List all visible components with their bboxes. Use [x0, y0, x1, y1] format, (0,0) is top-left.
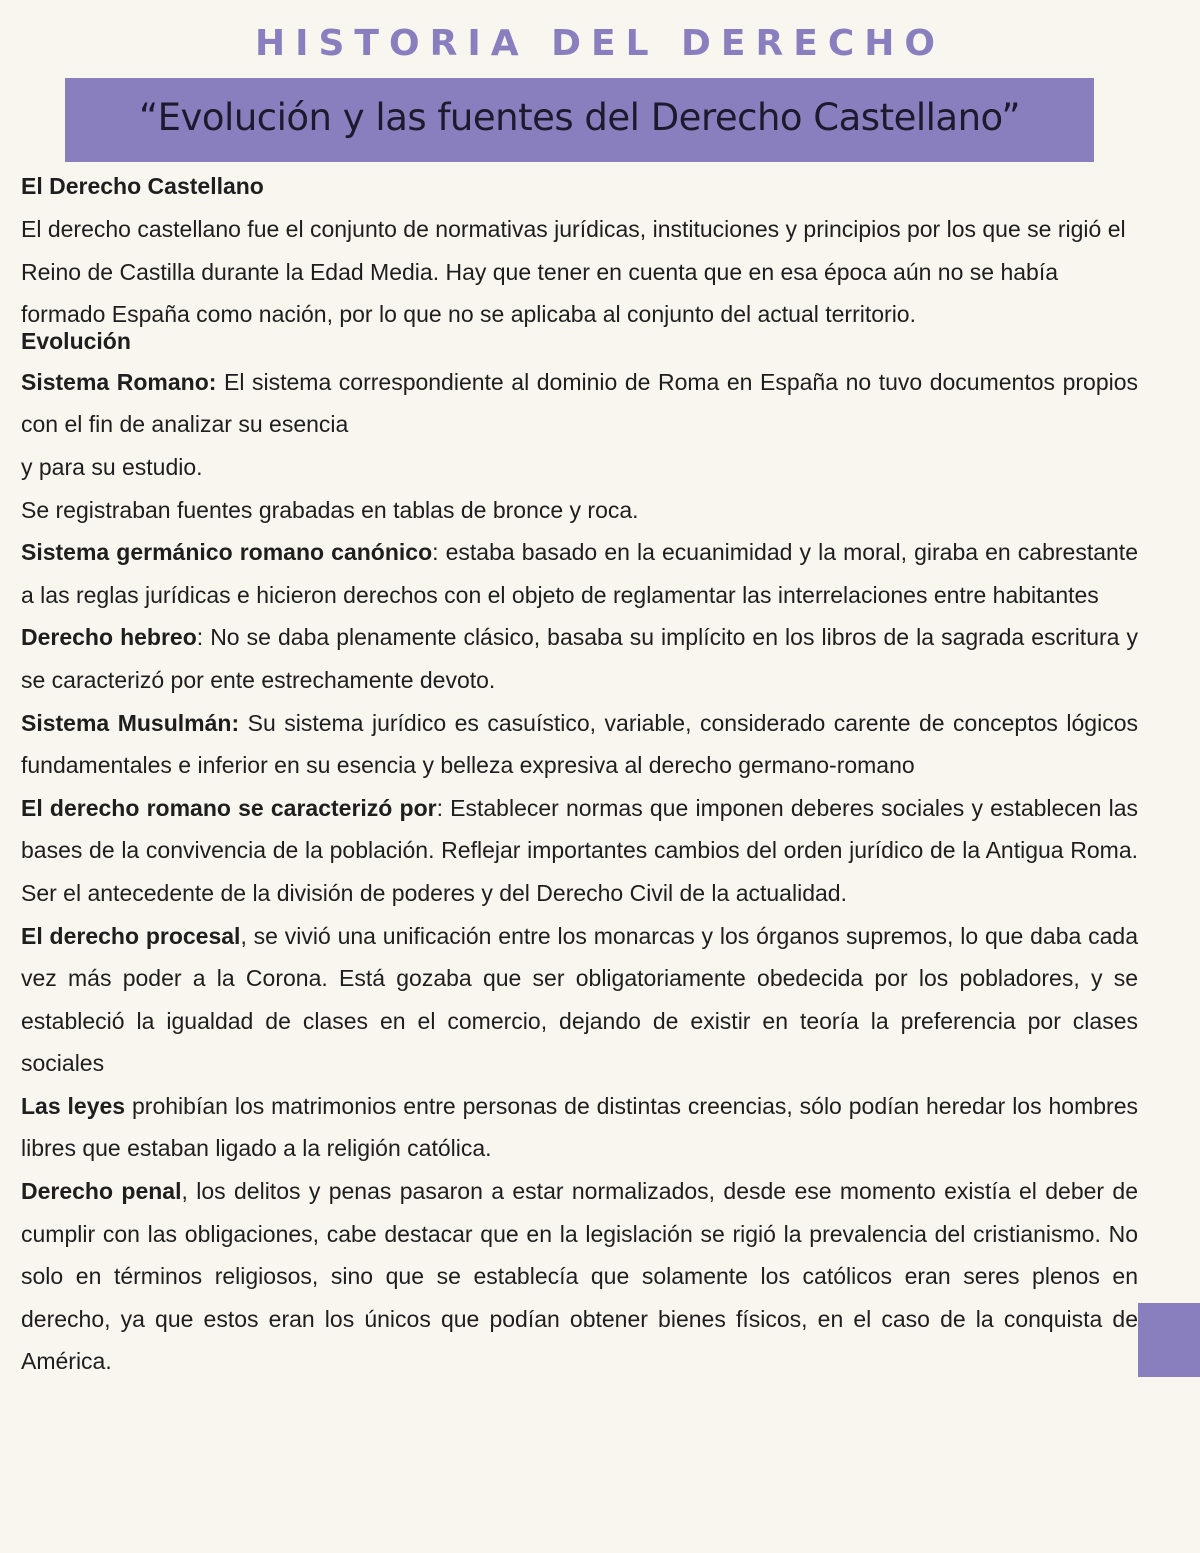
paragraph-sistema-romano: [21, 361, 1138, 446]
document-body: [21, 166, 1138, 1383]
text-derecho-penal: , los delitos y penas pasaron a estar normalizados, desde ese momento existía el deber de cumplir con las obligaciones, cabe destacar que en la legislación se rigió la prevalencia del cristianismo. No solo en términos religiosos, sino que se establecía que solamente los católicos eran seres plenos en derecho, ya que estos eran los únicos que podían obtener bienes físicos, en el caso de la conquista de América.: [21, 1178, 1139, 1375]
label-las-leyes: Las leyes: [21, 1092, 126, 1119]
paragraph-sistema-romano-line2: y para su estudio.: [21, 453, 203, 480]
text-sistema-musulman: Su sistema jurídico es casuístico, variable, considerado carente de conceptos lógicos fundamentales e inferior en su esencia y belleza expresiva al derecho germano-romano: [21, 709, 1138, 779]
text-derecho-romano-caracteristicas: : Establecer normas que imponen deberes sociales y establecen las bases de la convivencia de la población. Reflejar importantes cambios del orden jurídico de la Antigua Roma. Ser el antecedente de la división de poderes y del Derecho Civil de la actualidad.: [21, 794, 1138, 906]
text-derecho-procesal: , se vivió una unificación entre los monarcas y los órganos supremos, lo que daba cada vez más poder a la Corona. Está gozaba que ser obligatoriamente obedecida por los pobladores, y se estableció la igualdad de clases en el comercio, dejando de existir en teoría la preferencia por clases sociales: [21, 922, 1138, 1077]
side-accent-tab: [1138, 1303, 1200, 1377]
paragraph-derecho-procesal: [21, 915, 1138, 1085]
paragraph-sistema-romano-line3: Se registraban fuentes grabadas en tablas de bronce y roca.: [21, 496, 639, 523]
heading-derecho-castellano: El Derecho Castellano: [21, 173, 264, 199]
label-derecho-hebreo: Derecho hebreo: [21, 624, 197, 651]
label-derecho-romano-caracteristicas: El derecho romano se caracterizó por: [21, 794, 437, 821]
text-sistema-romano: El sistema correspondiente al dominio de Roma en España no tuvo documentos propios con el fin de analizar su esencia: [21, 368, 1139, 438]
text-derecho-hebreo: : No se daba plenamente clásico, basaba su implícito en los libros de la sagrada escritura y se caracterizó por ente estrechamente devoto.: [21, 624, 1138, 693]
label-sistema-germanico: Sistema germánico romano canónico: [21, 539, 433, 566]
heading-evolucion: Evolución: [21, 327, 131, 354]
text-las-leyes: prohibían los matrimonios entre personas de distintas creencias, sólo podían heredar los hombres libres que estaban ligado a la religión católica.: [21, 1092, 1138, 1162]
label-derecho-penal: Derecho penal: [21, 1178, 182, 1205]
subtitle-text: “Evolución y las fuentes del Derecho Castellano”: [138, 96, 1021, 139]
paragraph-sistema-germanico: [21, 531, 1138, 616]
label-derecho-procesal: El derecho procesal: [21, 922, 241, 949]
label-sistema-musulman: Sistema Musulmán:: [21, 709, 240, 736]
paragraph-derecho-castellano: El derecho castellano fue el conjunto de normativas jurídicas, instituciones y principios por los que se rigió el Reino de Castilla durante la Edad Media. Hay que tener en cuenta que en esa época aún no se había formado España como nación, por lo que no se aplicaba al conjunto del actual territorio.: [21, 216, 1126, 328]
paragraph-derecho-penal: [21, 1170, 1138, 1383]
paragraph-derecho-hebreo: [21, 616, 1138, 701]
paragraph-las-leyes: [21, 1085, 1138, 1170]
paragraph-derecho-romano-caracteristicas: [21, 787, 1138, 915]
page-title: HISTORIA DEL DERECHO: [254, 23, 945, 64]
text-sistema-germanico: : estaba basado en la ecuanimidad y la moral, giraba en cabrestante a las reglas jurídicas e hicieron derechos con el objeto de reglamentar las interrelaciones entre habitantes: [21, 539, 1138, 608]
label-sistema-romano: Sistema Romano:: [21, 368, 217, 395]
subtitle-banner: [65, 78, 1094, 162]
paragraph-sistema-musulman: [21, 702, 1138, 787]
